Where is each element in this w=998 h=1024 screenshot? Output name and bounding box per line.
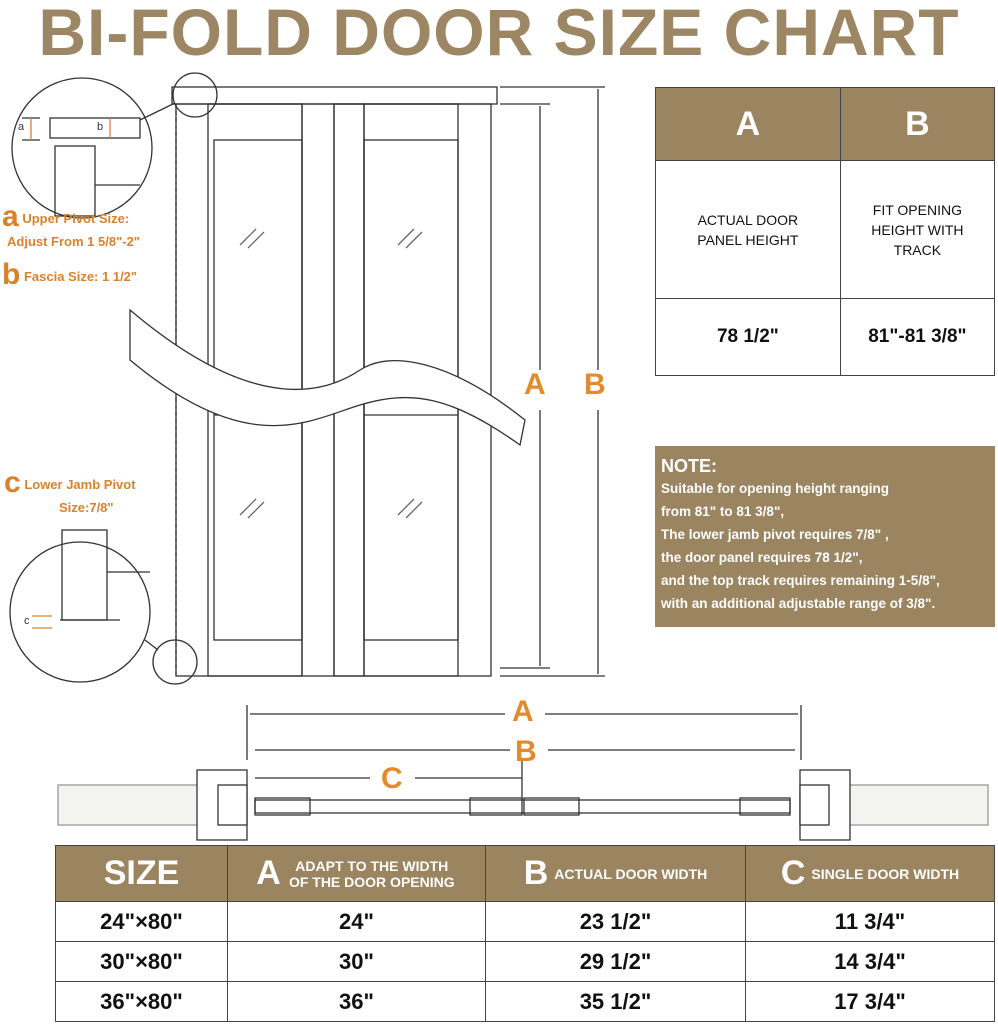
value-a: 78 1/2" <box>656 299 841 376</box>
note-line: The lower jamb pivot requires 7/8" , <box>661 527 889 542</box>
cell-b: 29 1/2" <box>486 942 746 982</box>
header-b: B ACTUAL DOOR WIDTH <box>486 846 746 902</box>
detail-label-a: a <box>18 121 25 133</box>
note-line: Suitable for opening height ranging <box>661 481 889 496</box>
dim-width-a: A <box>512 695 534 728</box>
size-table <box>55 845 995 1022</box>
cell-a: 24" <box>228 902 486 942</box>
note-line: with an additional adjustable range of 3/8". <box>661 596 936 611</box>
cell-c: 11 3/4" <box>746 902 995 942</box>
header-a: A <box>656 88 841 161</box>
header-b: B <box>840 88 994 161</box>
header-a: A ADAPT TO THE WIDTH OF THE DOOR OPENING <box>228 846 486 902</box>
cell-b: 35 1/2" <box>486 982 746 1022</box>
callout-b: b Fascia Size: 1 1/2" <box>2 258 138 291</box>
table-row <box>56 942 995 982</box>
cell-c: 17 3/4" <box>746 982 995 1022</box>
note-box <box>655 446 995 627</box>
note-line: the door panel requires 78 1/2", <box>661 550 863 565</box>
dim-width-b: B <box>515 735 537 768</box>
header-size: SIZE <box>56 846 228 902</box>
note-line: from 81" to 81 3/8", <box>661 504 785 519</box>
callout-a: a Upper Pivot Size: Adjust From 1 5/8"-2" <box>2 200 140 249</box>
value-b: 81"-81 3/8" <box>840 299 994 376</box>
note-title: NOTE: <box>661 456 717 476</box>
dim-height-b: B <box>584 368 606 401</box>
callout-c: c Lower Jamb Pivot Size:7/8" <box>4 466 136 515</box>
cell-a: 36" <box>228 982 486 1022</box>
cell-size: 36"×80" <box>56 982 228 1022</box>
page-title: BI-FOLD DOOR SIZE CHART <box>38 0 960 69</box>
height-table <box>655 87 995 376</box>
cell-c: 14 3/4" <box>746 942 995 982</box>
cell-b: 23 1/2" <box>486 902 746 942</box>
header-c: C SINGLE DOOR WIDTH <box>746 846 995 902</box>
cell-size: 24"×80" <box>56 902 228 942</box>
cell-size: 30"×80" <box>56 942 228 982</box>
table-row <box>56 982 995 1022</box>
dim-height-a: A <box>524 368 546 401</box>
detail-label-b: b <box>97 121 104 133</box>
desc-a: ACTUAL DOOR PANEL HEIGHT <box>656 161 841 299</box>
desc-b: FIT OPENING HEIGHT WITH TRACK <box>840 161 994 299</box>
cell-a: 30" <box>228 942 486 982</box>
table-row <box>56 902 995 942</box>
dim-width-c: C <box>381 762 403 795</box>
detail-label-c: c <box>24 615 30 627</box>
note-line: and the top track requires remaining 1-5/8", <box>661 573 940 588</box>
